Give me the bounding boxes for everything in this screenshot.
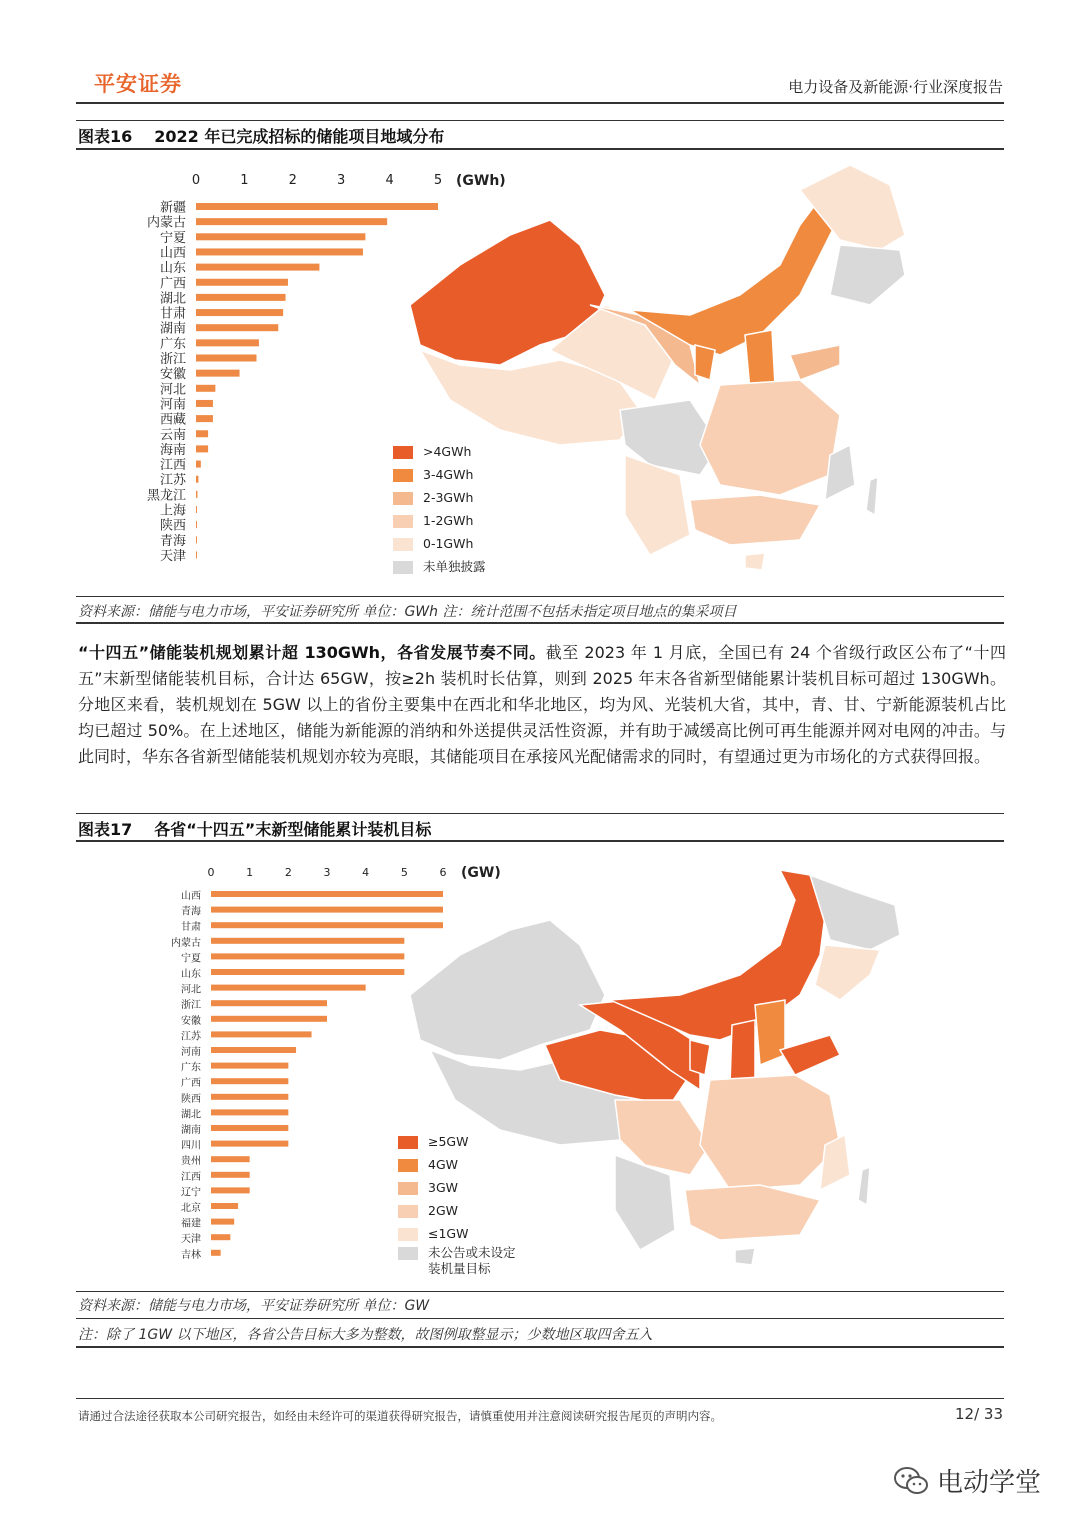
map-region-central-east xyxy=(700,1075,840,1190)
legend-item xyxy=(393,486,486,509)
fig16-bottom-rule xyxy=(76,596,1004,597)
x-tick-label: 3 xyxy=(337,173,346,188)
category-label: 安徽 xyxy=(181,1015,201,1027)
x-tick-label: 4 xyxy=(385,173,394,188)
category-label: 青海 xyxy=(181,906,201,918)
legend-label: 2-3GWh xyxy=(423,490,474,505)
category-label: 上海 xyxy=(159,503,186,519)
category-label: 云南 xyxy=(159,427,186,443)
bar xyxy=(211,1125,288,1131)
fig17-bottom-rule xyxy=(76,1291,1004,1292)
map-region-guangxi-guangdong xyxy=(690,495,820,545)
footer-disclaimer: 请通过合法途径获取本公司研究报告，如经由未经许可的渠道获得研究报告，请慎重使用并注意阅读研究报告尾页的声明内容。 xyxy=(78,1409,722,1423)
bar xyxy=(211,1094,288,1100)
legend-item xyxy=(393,532,486,555)
legend-label: 未单独披露 xyxy=(423,559,486,574)
bar xyxy=(196,400,213,407)
map-region-hainan xyxy=(735,1248,755,1265)
legend-label: 1-2GWh xyxy=(423,513,474,528)
bar xyxy=(211,1000,327,1006)
bar xyxy=(211,1109,288,1115)
category-label: 甘肃 xyxy=(159,306,186,322)
x-tick-label: 2 xyxy=(288,173,297,188)
category-label: 内蒙古 xyxy=(171,937,201,949)
bar xyxy=(211,1250,221,1256)
category-label: 贵州 xyxy=(181,1156,201,1168)
category-label: 吉林 xyxy=(181,1249,201,1261)
legend-swatch xyxy=(398,1228,418,1241)
bar xyxy=(196,370,240,377)
map-region-shandong xyxy=(780,1035,840,1075)
legend-label: >4GWh xyxy=(423,444,472,459)
bar xyxy=(211,1047,296,1053)
category-label: 福建 xyxy=(181,1218,201,1230)
category-label: 青海 xyxy=(159,533,186,549)
bar xyxy=(196,279,288,286)
category-label: 宁夏 xyxy=(159,230,186,246)
x-tick-label: 1 xyxy=(240,173,249,188)
category-label: 河北 xyxy=(159,382,186,398)
category-label: 广东 xyxy=(181,1062,201,1074)
bar xyxy=(196,430,208,437)
bar xyxy=(211,1016,327,1022)
fig17-number: 图表17 xyxy=(78,820,133,839)
category-label: 广西 xyxy=(159,276,186,292)
body-paragraph xyxy=(78,640,1006,770)
category-label: 湖北 xyxy=(159,291,186,307)
bar xyxy=(196,536,197,543)
bar xyxy=(196,294,286,301)
watermark xyxy=(893,1462,1041,1499)
bar xyxy=(211,1063,288,1069)
fig16-number: 图表16 xyxy=(78,127,133,146)
fig16-top-rule xyxy=(76,120,1004,121)
bar xyxy=(211,1141,288,1147)
category-label: 天津 xyxy=(159,548,186,564)
page-number: 12/ 33 xyxy=(955,1405,1003,1423)
category-label: 安徽 xyxy=(159,367,186,383)
category-label: 甘肃 xyxy=(181,922,201,934)
map-region-inner-mongolia xyxy=(610,870,825,1040)
category-label: 天津 xyxy=(181,1234,201,1246)
x-tick-label: 0 xyxy=(191,173,201,188)
bar xyxy=(196,506,197,513)
body-lead: “十四五”储能装机规划累计超 130GWh，各省发展节奏不同。 xyxy=(78,643,546,662)
legend-label: 3GW xyxy=(428,1180,458,1195)
fig17-note: 注：除了 1GW 以下地区，各省公告目标大多为整数，故图例取整显示；少数地区取四舍五入 xyxy=(78,1327,653,1343)
unit-label: (GWh) xyxy=(456,173,506,189)
bar xyxy=(196,476,198,483)
legend-item xyxy=(398,1261,516,1277)
bar xyxy=(211,1156,250,1162)
bar xyxy=(196,248,363,255)
legend-swatch xyxy=(398,1182,418,1195)
category-label: 河南 xyxy=(181,1047,201,1058)
fig17-source: 资料来源：储能与电力市场，平安证券研究所 单位：GW xyxy=(78,1298,430,1314)
legend-label: 0-1GWh xyxy=(423,536,474,551)
legend-item xyxy=(398,1153,516,1176)
map-region-shanxi xyxy=(745,330,775,390)
map-region-hainan xyxy=(745,553,765,570)
map-region-guangxi-guangdong xyxy=(685,1185,820,1240)
category-label: 湖南 xyxy=(159,321,186,337)
bar xyxy=(196,521,197,528)
category-label: 湖北 xyxy=(181,1109,201,1121)
fig16-source-rule xyxy=(76,622,1004,624)
map-region-taiwan xyxy=(866,477,878,515)
fig16-legend xyxy=(393,440,486,578)
bar xyxy=(196,355,257,362)
map-region-ningxia xyxy=(690,1040,710,1075)
bar xyxy=(211,985,366,991)
bar xyxy=(196,233,365,240)
category-label: 河南 xyxy=(159,397,186,413)
bar xyxy=(211,1172,250,1178)
category-label: 江西 xyxy=(159,458,186,474)
legend-swatch xyxy=(398,1159,418,1172)
category-label: 宁夏 xyxy=(181,953,201,965)
fig17-source-rule xyxy=(76,1318,1004,1319)
fig17-title-text: 各省“十四五”末新型储能累计装机目标 xyxy=(154,820,432,839)
legend-swatch xyxy=(398,1205,418,1218)
map-region-heilongjiang xyxy=(810,875,900,950)
bar xyxy=(211,953,404,959)
fig17-top-rule xyxy=(76,813,1004,814)
bar xyxy=(196,551,197,558)
legend-label: 2GW xyxy=(428,1203,458,1218)
map-region-ningxia xyxy=(695,345,715,380)
bar xyxy=(196,218,387,225)
legend-item xyxy=(398,1176,516,1199)
category-label: 江苏 xyxy=(181,1031,201,1043)
category-label: 江西 xyxy=(181,1171,201,1183)
legend-item xyxy=(398,1199,516,1222)
bar xyxy=(211,1031,312,1037)
unit-label: (GW) xyxy=(461,865,501,881)
bar xyxy=(196,339,259,346)
x-tick-label: 4 xyxy=(362,866,370,879)
bar xyxy=(196,264,319,271)
fig16-title-text: 2022 年已完成招标的储能项目地域分布 xyxy=(154,127,445,146)
bar xyxy=(211,1187,250,1193)
bar xyxy=(196,324,278,331)
watermark-text: 电动学堂 xyxy=(937,1468,1042,1498)
bar xyxy=(211,1078,288,1084)
category-label: 陕西 xyxy=(181,1093,201,1105)
map-region-taiwan xyxy=(858,1167,870,1205)
category-label: 北京 xyxy=(181,1203,201,1214)
fig17-title-rule xyxy=(76,840,1004,842)
x-tick-label: 1 xyxy=(246,866,254,879)
legend-label: 3-4GWh xyxy=(423,467,474,482)
category-label: 新疆 xyxy=(159,200,186,216)
category-label: 河北 xyxy=(181,984,201,996)
legend-swatch xyxy=(393,561,413,574)
category-label: 广东 xyxy=(159,336,186,352)
bar xyxy=(196,309,283,316)
bar xyxy=(211,938,404,944)
fig16-title-rule xyxy=(76,148,1004,150)
legend-item xyxy=(398,1222,516,1245)
legend-swatch xyxy=(393,492,413,505)
category-label: 内蒙古 xyxy=(146,215,186,231)
brand-logo: 平安证券 xyxy=(94,72,182,96)
map-region-shanxi xyxy=(730,1020,755,1085)
category-label: 山东 xyxy=(159,261,186,277)
bar xyxy=(211,1203,238,1209)
legend-item xyxy=(393,555,486,578)
fig17-note-rule xyxy=(76,1346,1004,1348)
legend-swatch xyxy=(398,1247,418,1260)
category-label: 山东 xyxy=(181,969,201,980)
legend-swatch xyxy=(393,515,413,528)
category-label: 海南 xyxy=(159,442,186,458)
fig16-title xyxy=(78,124,444,147)
legend-swatch xyxy=(393,538,413,551)
legend-swatch xyxy=(393,469,413,482)
category-label: 广西 xyxy=(181,1078,201,1090)
legend-item xyxy=(393,463,486,486)
map-region-hebei xyxy=(755,1000,785,1065)
legend-item xyxy=(398,1245,516,1261)
category-label: 山西 xyxy=(159,245,186,261)
category-label: 陕西 xyxy=(159,518,186,534)
bar xyxy=(211,1234,230,1240)
map-region-northeast xyxy=(815,945,880,1000)
legend-label: 4GW xyxy=(428,1157,458,1172)
x-tick-label: 6 xyxy=(439,866,447,879)
category-label: 四川 xyxy=(181,1140,201,1152)
category-label: 湖南 xyxy=(181,1125,201,1136)
fig17-title xyxy=(78,817,431,840)
x-tick-label: 0 xyxy=(207,866,215,879)
category-label: 西藏 xyxy=(159,412,186,428)
legend-item xyxy=(398,1130,516,1153)
report-title: 电力设备及新能源·行业深度报告 xyxy=(788,78,1003,96)
category-label: 浙江 xyxy=(181,1000,201,1012)
footer-rule xyxy=(76,1398,1004,1399)
legend-item xyxy=(393,509,486,532)
bar xyxy=(211,1219,234,1225)
category-label: 浙江 xyxy=(159,352,186,367)
legend-label: ≥5GW xyxy=(428,1134,469,1149)
fig16-source: 资料来源：储能与电力市场，平安证券研究所 单位：GWh 注：统计范围不包括未指定项目地点的集采项目 xyxy=(78,604,737,620)
map-region-central xyxy=(700,380,840,495)
bar xyxy=(196,491,197,498)
bar xyxy=(196,415,213,422)
header-rule xyxy=(76,102,1004,104)
bar xyxy=(196,445,208,452)
bar xyxy=(196,385,215,392)
legend-swatch xyxy=(398,1136,418,1149)
x-tick-label: 5 xyxy=(400,866,408,879)
bar xyxy=(211,969,404,975)
legend-label: 装机量目标 xyxy=(428,1261,491,1276)
legend-label: 未公告或未设定 xyxy=(428,1245,516,1260)
map-region-jilin-liaoning xyxy=(830,245,905,305)
x-tick-label: 2 xyxy=(284,866,292,879)
legend-item xyxy=(393,440,486,463)
wechat-icon xyxy=(893,1466,929,1496)
fig17-legend xyxy=(398,1130,516,1277)
legend-label: ≤1GW xyxy=(428,1226,469,1241)
map-region-shandong xyxy=(790,345,840,380)
x-tick-label: 5 xyxy=(433,173,443,188)
x-tick-label: 3 xyxy=(323,866,331,879)
category-label: 辽宁 xyxy=(181,1187,201,1199)
category-label: 江苏 xyxy=(159,473,186,489)
category-label: 山西 xyxy=(181,891,201,902)
body-text: 截至 2023 年 1 月底，全国已有 24 个省级行政区公布了“十四五”末新型储能装机目标，合计达 65GW，按≥2h 装机时长估算，则到 2025 年末各省新型储能累计装机目标可超过 130GWh。分地区来看，装机规划在 5GW 以上的省份主要集中在西北和华北地区，均为风、光装机大省，其中，青、甘、宁新能源装机占比均已超过 50%。在上述地区，储能为新能源的消纳和外送提供灵活性资源，并有助于减缓高比例可再生能源并网对电网的冲击。与此同时，华东各省新型储能装机规划亦较为亮眼，其储能项目在承接风光配储需求的同时，有望通过更为市场化的方式获得回报。 xyxy=(78,643,1006,766)
category-label: 黑龙江 xyxy=(146,488,186,504)
legend-swatch xyxy=(393,446,413,459)
bar xyxy=(196,461,201,468)
